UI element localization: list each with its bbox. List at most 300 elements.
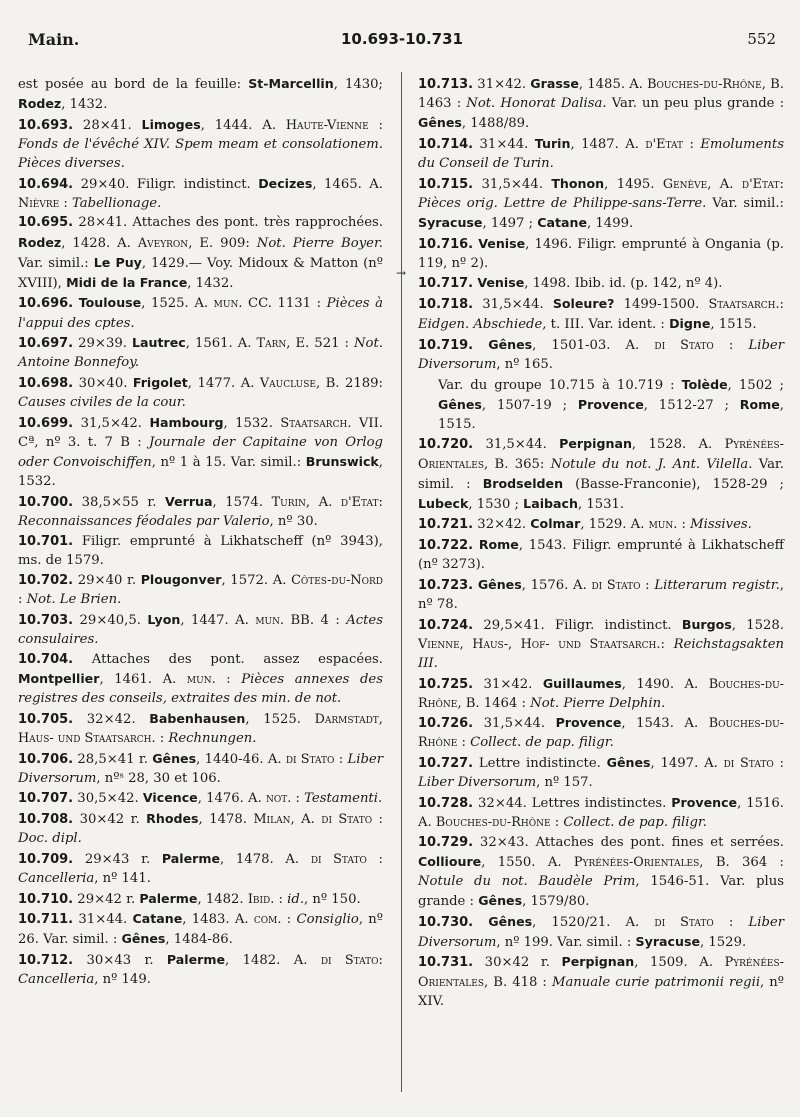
- entry-text: 29×43 r.: [73, 851, 162, 867]
- entry-text: 31×44.: [473, 136, 535, 152]
- archive-name: Pyrénées-Orientales: [418, 437, 784, 472]
- entry-number: 10.718.: [418, 297, 474, 312]
- archive-name: Bouches-du-Rhône: [418, 676, 784, 711]
- entry-text: , 1488/89.: [461, 116, 530, 132]
- entry-text: , nº XIV.: [418, 974, 784, 1009]
- entry-text: , 1515.: [438, 397, 784, 432]
- place-name: Palerme: [161, 850, 221, 866]
- source-title: Liber Diversorum: [418, 775, 537, 791]
- entry-text: CC. 1131 :: [242, 296, 327, 312]
- entry-text: :: [274, 891, 288, 907]
- entry-text: :: [378, 494, 383, 510]
- archive-name: Aveyron: [137, 235, 189, 251]
- source-title: Emoluments du Conseil de Turin.: [418, 136, 784, 171]
- catalogue-entry: [418, 793, 784, 832]
- place-name: Colmar: [530, 516, 581, 532]
- source-title: Pièces orig. Lettre de Philippe-sans-Terre.: [418, 195, 707, 211]
- entry-text: , 1482.: [197, 891, 248, 907]
- catalogue-entry: [18, 115, 383, 173]
- running-head-range: 10.693-10.731: [341, 30, 463, 48]
- entry-text: :: [640, 577, 655, 593]
- entry-number: 10.721.: [418, 517, 474, 533]
- archive-name: di Stato: [654, 914, 714, 930]
- entry-number: 10.725.: [418, 676, 474, 692]
- place-name: Rodez: [18, 96, 62, 112]
- catalogue-entry: [18, 373, 383, 412]
- entry-text: , 1532.: [18, 454, 383, 490]
- entry-text: , 1440-46. A.: [196, 751, 286, 767]
- entry-text: :: [59, 195, 72, 211]
- entry-text: :: [215, 671, 242, 687]
- source-title: Rechnungen.: [168, 730, 257, 746]
- place-name: Gênes: [488, 336, 533, 352]
- source-title: Collect. de pap. filigr.: [563, 814, 707, 830]
- source-title: Pièces annexes des registres des conseils, extraites des min. de not.: [18, 671, 383, 707]
- place-name: Gênes: [488, 913, 533, 929]
- entry-text: , nº 141.: [94, 870, 151, 886]
- entry-text: , E. 909:: [188, 235, 257, 251]
- archive-name: mun.: [255, 613, 285, 629]
- place-name: Grasse: [530, 76, 579, 91]
- entry-text: , nº 150.: [304, 891, 361, 907]
- place-name: Collioure: [418, 853, 482, 869]
- entry-number: 10.712.: [18, 953, 74, 968]
- entry-text: , B. 2189:: [315, 375, 383, 391]
- catalogue-entry: [18, 889, 383, 909]
- source-title: Reichstagsakten III.: [418, 636, 785, 671]
- entry-text: 30×42 r.: [73, 811, 147, 827]
- catalogue-entry: [418, 434, 784, 513]
- catalogue-entry: [418, 674, 784, 713]
- place-name: Le Puy: [93, 254, 142, 270]
- place-name: Midi de la France: [66, 274, 188, 290]
- archive-name: Vienne, Haus-, Hof- und Staatsarch.: [418, 636, 661, 652]
- entry-text: :: [366, 851, 383, 867]
- catalogue-entry: [418, 514, 784, 534]
- place-name: Venise: [477, 275, 525, 291]
- catalogue-entry: [18, 950, 383, 989]
- entry-text: 29×40,5.: [73, 613, 148, 629]
- archive-name: di Stato: [285, 751, 335, 767]
- entry-text: , 1487. A.: [570, 136, 646, 152]
- entry-text: , 1461. A.: [99, 671, 187, 687]
- page-header: [28, 30, 776, 56]
- entry-text: , 1432.: [61, 97, 108, 113]
- place-name: Syracuse: [418, 214, 483, 230]
- entry-number: 10.722.: [418, 538, 474, 554]
- place-name: Guillaumes: [542, 675, 622, 691]
- entry-text: :: [550, 814, 564, 830]
- entry-text: (Basse-Franconie), 1528-29 ;: [563, 476, 784, 492]
- entry-text: :: [368, 117, 383, 133]
- entry-text: , 1482. A.: [225, 953, 321, 968]
- catalogue-entry: [418, 713, 784, 752]
- archive-name: mun.: [648, 517, 678, 533]
- source-title: Actes consulaires.: [18, 613, 383, 648]
- catalogue-entry: [18, 709, 383, 748]
- entry-text: , nº 78.: [418, 577, 784, 612]
- archive-name: Staatsarch.: [708, 297, 780, 312]
- entry-number: 10.710.: [18, 891, 74, 907]
- entry-number: 10.713.: [418, 77, 474, 92]
- place-name: Brunswick: [305, 453, 379, 469]
- catalogue-entry: [18, 650, 383, 708]
- catalogue-entry: [418, 575, 784, 614]
- entry-text: , 1529. A.: [580, 517, 649, 533]
- entry-number: 10.708.: [18, 811, 74, 827]
- archive-name: Haute-Vienne: [285, 117, 369, 133]
- source-title: Cancelleria: [18, 870, 95, 886]
- catalogue-entry: [418, 535, 784, 574]
- entry-text: 29×42 r.: [73, 891, 140, 907]
- entry-text: , 1530 ;: [468, 496, 524, 512]
- archive-name: di Stato: [591, 577, 641, 593]
- entry-text: , 1546-51. Var. plus grande :: [418, 873, 784, 909]
- entry-text: 29×40. Filigr. indistinct.: [73, 176, 259, 192]
- archive-name: Côtes-du-Nord: [291, 573, 383, 589]
- entry-number: 10.704.: [18, 651, 74, 667]
- source-title: Tabellionage.: [72, 195, 162, 211]
- source-title: Litterarum registr.: [654, 577, 780, 593]
- entry-number: 10.696.: [18, 296, 74, 312]
- entry-text: , 1528.: [731, 617, 784, 633]
- place-name: Soleure?: [552, 296, 615, 311]
- source-title: Not. Honorat Dalisa.: [466, 96, 607, 112]
- entry-text: BB. 4 :: [284, 613, 347, 629]
- catalogue-entry: [18, 809, 383, 848]
- place-name: Hambourg: [149, 414, 224, 430]
- entry-text: 29,5×41. Filigr. indistinct.: [473, 617, 682, 633]
- entry-text: , 1484-86.: [165, 932, 233, 948]
- catalogue-entry: [418, 174, 784, 233]
- entry-text: , 1531.: [577, 496, 625, 512]
- entry-text: , 1447. A.: [180, 613, 256, 629]
- entry-text: 31,5×42.: [73, 415, 150, 431]
- entry-text: VII. Cª, nº 3. t. 7 B :: [18, 415, 383, 450]
- entry-text: , 1497. A.: [650, 756, 724, 772]
- catalogue-entry: [18, 174, 383, 213]
- entry-text: , 1483. A.: [182, 912, 254, 928]
- entry-text: , 1576. A.: [521, 577, 592, 593]
- entry-text: , 1516. A.: [418, 795, 784, 830]
- place-name: Syracuse: [635, 933, 701, 949]
- entry-text: :: [334, 751, 348, 767]
- archive-name: Haus- und Staatsarch.: [18, 730, 156, 746]
- entry-text: , nº 157.: [536, 775, 593, 791]
- source-title: Eidgen. Abschiede: [418, 317, 543, 333]
- catalogue-entry: [18, 213, 383, 292]
- source-title: Notule du not. Baudèle Prim: [418, 873, 636, 889]
- catalogue-entry: [18, 413, 383, 491]
- catalogue-entry: [418, 753, 784, 792]
- source-title: Not. Le Brien.: [26, 592, 122, 608]
- place-name: Gênes: [121, 931, 166, 947]
- archive-name: Vaucluse: [259, 375, 316, 391]
- entry-text: , 1507-19 ;: [481, 397, 578, 413]
- archive-name: Bouches-du-Rhône: [418, 716, 784, 751]
- place-name: Catane: [537, 214, 588, 230]
- catalogue-entry: [418, 273, 784, 293]
- margin-mark: →: [396, 266, 407, 280]
- source-title: Not. Pierre Boyer.: [256, 235, 383, 251]
- entry-text: :: [773, 756, 784, 772]
- catalogue-entry: [418, 134, 784, 173]
- entry-text: , B. 364 :: [699, 854, 784, 870]
- entry-number: 10.695.: [18, 215, 74, 231]
- entry-text: , 1498. Ibib. id. (p. 142, nº 4).: [524, 276, 723, 292]
- entry-number: 10.709.: [18, 851, 74, 867]
- entry-text: :: [378, 953, 383, 968]
- place-name: Limoges: [141, 116, 201, 132]
- entry-text: 31×44.: [73, 912, 133, 928]
- entry-text: 32×42.: [473, 517, 531, 533]
- entry-text: [473, 915, 488, 930]
- source-title: Not. Pierre Delphin.: [530, 695, 666, 711]
- catalogue-entry: [18, 749, 383, 788]
- source-title: Pièces à l'appui des cptes.: [18, 296, 383, 331]
- entry-text: , E. 521 :: [286, 336, 355, 352]
- entry-text: , 1496. Filigr. emprunté à Ongania (p. 119, nº 2).: [418, 236, 784, 271]
- entry-text: 1499-1500.: [614, 297, 709, 312]
- entry-text: :: [677, 517, 691, 533]
- entry-text: :: [372, 811, 383, 827]
- entry-number: 10.717.: [418, 276, 474, 292]
- place-name: St-Marcellin: [248, 76, 334, 91]
- catalogue-entry: [18, 909, 383, 949]
- catalogue-entry: [418, 234, 784, 273]
- place-name: Lautrec: [132, 335, 186, 351]
- source-title: Collect. de pap. filigr.: [470, 735, 614, 751]
- archive-name: Nièvre: [18, 195, 60, 211]
- source-title: Liber Diversorum: [18, 751, 383, 786]
- archive-name: Tarn: [256, 336, 287, 352]
- entry-text: :: [18, 592, 27, 608]
- source-title: Consiglio: [296, 912, 359, 928]
- archive-name: mun.: [213, 296, 243, 312]
- place-name: Rome: [739, 396, 780, 412]
- place-name: Vicence: [142, 790, 198, 806]
- entry-number: 10.703.: [18, 613, 74, 629]
- source-title: Cancelleria: [18, 972, 95, 988]
- entry-text: , 1561. A.: [185, 336, 257, 352]
- source-title: Missives.: [690, 517, 752, 533]
- entry-text: Var. du groupe 10.715 à 10.719 :: [438, 377, 682, 393]
- place-name: Plougonver: [140, 572, 222, 588]
- entry-text: , 1478. A.: [220, 851, 311, 867]
- source-title: Notule du not. J. Ant. Vilella.: [550, 456, 753, 472]
- entry-text: 30×42 r.: [473, 955, 562, 971]
- entry-text: , 1550. A.: [481, 854, 574, 870]
- place-name: Provence: [555, 715, 622, 731]
- catalogue-entry: [18, 849, 383, 888]
- archive-name: di Stato: [654, 337, 714, 353]
- entry-number: 10.705.: [18, 711, 74, 727]
- source-title: id.: [287, 891, 305, 907]
- entry-number: 10.702.: [18, 573, 74, 589]
- place-name: Venise: [478, 235, 526, 251]
- catalogue-entry: [18, 293, 383, 332]
- entry-number: 10.728.: [418, 795, 474, 811]
- archive-name: not.: [265, 791, 292, 807]
- place-name: Rome: [478, 537, 519, 553]
- place-name: Thonon: [551, 175, 605, 191]
- archive-name: d'Etat: [645, 136, 684, 152]
- entry-text: Var. un peu plus grande :: [606, 96, 785, 112]
- place-name: Palerme: [166, 952, 226, 967]
- entry-text: :: [457, 735, 471, 751]
- entry-text: , 1509. A.: [634, 955, 725, 971]
- entry-text: , t. III. Var. ident. :: [542, 317, 670, 333]
- entry-text: , 1495.: [604, 176, 663, 192]
- catalogue-entry: [18, 532, 383, 570]
- place-name: Palerme: [139, 890, 198, 906]
- archive-name: d'Etat: [340, 494, 379, 510]
- entry-text: , nº 165.: [496, 356, 553, 372]
- place-name: Perpignan: [559, 436, 632, 452]
- entry-text: , 1532.: [223, 415, 281, 431]
- place-name: Lubeck: [418, 495, 469, 511]
- entry-text: [473, 338, 488, 353]
- entry-text: Var. simil.:: [706, 195, 784, 211]
- place-name: Montpellier: [18, 670, 100, 686]
- archive-name: Bouches-du-Rhône: [647, 77, 762, 92]
- archive-name: com.: [253, 912, 282, 928]
- entry-text: 30×43 r.: [73, 953, 167, 968]
- catalogue-entry: [18, 788, 383, 808]
- place-name: Rodez: [18, 234, 62, 250]
- entry-text: :: [660, 636, 674, 652]
- archive-name: Pyrénées-Orientales: [573, 854, 700, 870]
- place-name: Burgos: [681, 616, 732, 632]
- entry-text: :: [683, 136, 701, 152]
- entry-text: , 1543. A.: [621, 716, 709, 732]
- catalogue-entry: [18, 74, 383, 114]
- entry-text: , 1579/80.: [522, 893, 590, 909]
- source-title: Liber Diversorum: [418, 337, 784, 372]
- entry-text: 29×39.: [73, 336, 132, 352]
- archive-name: Pyrénées-Orientales: [418, 955, 784, 990]
- catalogue-entry: [18, 610, 383, 649]
- entry-text: , A.: [707, 176, 742, 192]
- entry-text: :: [291, 791, 305, 807]
- entry-text: , 1501-03. A.: [532, 337, 655, 353]
- place-name: Catane: [132, 911, 183, 927]
- left-column: [18, 74, 383, 990]
- place-name: Gênes: [606, 755, 651, 771]
- entry-number: 10.714.: [418, 136, 474, 152]
- entry-text: :: [779, 176, 784, 192]
- entry-number: 10.731.: [418, 955, 474, 971]
- entry-text: :: [155, 730, 169, 746]
- archive-name: d'Etat: [741, 176, 780, 192]
- place-name: Decizes: [258, 175, 313, 191]
- archive-name: Genève: [662, 176, 708, 192]
- entry-text: , 1478.: [198, 811, 254, 827]
- place-name: Brodselden: [482, 475, 564, 491]
- entry-text: , 1465. A.: [312, 176, 384, 192]
- column-divider: [401, 72, 402, 1092]
- entry-text: Lettre indistincte.: [473, 756, 607, 772]
- entry-number: 10.693.: [18, 117, 74, 133]
- entry-text: 30×40.: [73, 375, 133, 391]
- place-name: Gênes: [438, 396, 482, 412]
- place-name: Turin: [534, 135, 571, 151]
- place-name: Provence: [671, 794, 738, 810]
- entry-text: :: [713, 914, 749, 930]
- entry-text: Attaches des pont. assez espacées.: [73, 651, 383, 667]
- place-name: Gênes: [152, 750, 197, 766]
- entry-number: 10.711.: [18, 912, 74, 928]
- entry-text: , 1515.: [710, 317, 757, 333]
- entry-text: 32×44. Lettres indistinctes.: [473, 795, 672, 811]
- entry-number: 10.707.: [18, 791, 74, 807]
- entry-text: :: [779, 297, 784, 312]
- entry-text: 32×43. Attaches des pont. fines et serrées.: [473, 834, 784, 850]
- place-name: Digne: [669, 316, 711, 332]
- entry-text: , A.: [305, 494, 341, 510]
- place-name: Gênes: [477, 576, 522, 592]
- entry-text: 28,5×41 r.: [73, 751, 153, 767]
- entry-number: 10.698.: [18, 375, 74, 391]
- entry-number: 10.729.: [418, 834, 474, 850]
- source-title: Journale der Capitaine von Orlog oder Convoischiffen: [18, 434, 383, 470]
- entry-text: , nºˢ 28, 30 et 106.: [96, 770, 221, 786]
- archive-name: Staatsarch.: [280, 415, 352, 431]
- source-title: Not. Antoine Bonnefoy.: [18, 336, 383, 371]
- entry-text: 31×42.: [473, 77, 531, 92]
- entry-text: 30,5×42.: [73, 791, 143, 807]
- entry-text: 31,5×44.: [473, 297, 553, 312]
- entry-text: Filigr. emprunté à Likhatscheff (nº 3943), ms. de 1579.: [18, 533, 383, 568]
- entry-text: 31,5×44.: [473, 437, 560, 453]
- entry-number: 10.706.: [18, 751, 74, 767]
- entry-text: , 1477. A.: [187, 375, 260, 391]
- entry-text: 31×42.: [473, 676, 543, 692]
- place-name: Perpignan: [561, 954, 635, 970]
- entry-text: , 1485. A.: [578, 77, 648, 92]
- entry-text: , 1572. A.: [221, 573, 292, 589]
- source-title: Testamenti.: [304, 791, 383, 807]
- place-name: Provence: [577, 396, 644, 412]
- place-name: Gênes: [478, 892, 523, 908]
- entry-number: 10.719.: [418, 337, 474, 353]
- entry-text: , 1429.— Voy. Midoux & Matton (nº XVIII),: [18, 255, 383, 291]
- entry-text: , 1428. A.: [61, 235, 138, 251]
- entry-number: 10.715.: [418, 176, 474, 192]
- right-column: [418, 74, 784, 1011]
- place-name: Laibach: [523, 495, 578, 511]
- entry-text: 29×40 r.: [73, 573, 141, 589]
- entry-number: 10.700.: [18, 494, 74, 510]
- entry-number: 10.730.: [418, 914, 474, 930]
- entry-text: , B. 418 :: [484, 974, 552, 990]
- entry-text: , B. 1464 :: [457, 695, 531, 711]
- entry-text: , nº 26. Var. simil. :: [18, 912, 383, 948]
- archive-name: mun.: [186, 671, 216, 687]
- entry-text: :: [713, 337, 749, 353]
- entry-number: 10.726.: [418, 716, 474, 732]
- source-title: Doc. dipl.: [18, 831, 82, 847]
- entry-text: ,: [378, 711, 383, 727]
- entry-text: , nº 149.: [94, 972, 151, 988]
- catalogue-entry: [418, 375, 784, 434]
- catalogue-entry: [418, 952, 784, 1010]
- entry-text: 38,5×55 r.: [73, 494, 166, 510]
- place-name: Toulouse: [78, 295, 142, 311]
- entry-text: , 1499.: [587, 215, 634, 231]
- entry-text: , 1543. Filigr. emprunté à Likhatscheff (nº 3273).: [418, 538, 784, 573]
- source-title: Fonds de l'évêché XIV. Spem meam et consolationem. Pièces diverses.: [18, 136, 383, 171]
